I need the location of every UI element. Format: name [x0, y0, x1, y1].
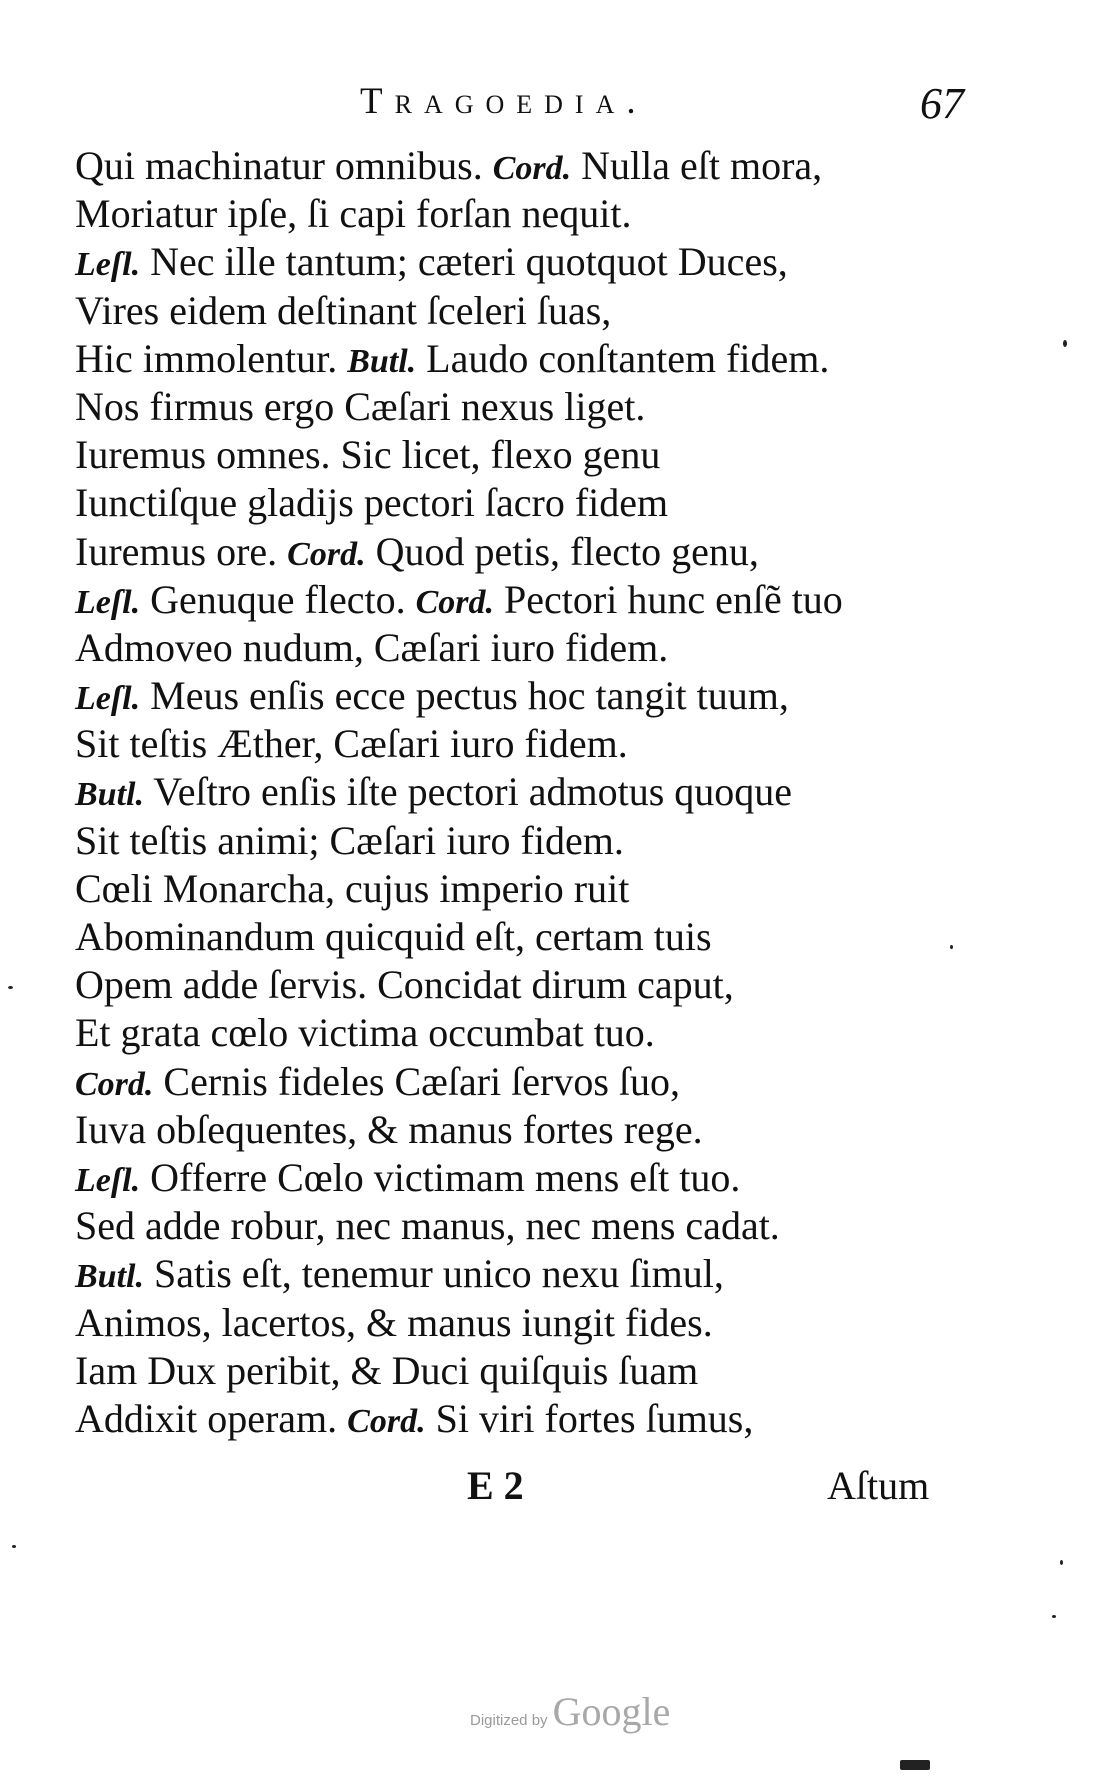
verse-text-segment: Abominandum quicquid eſt, certam tuis [75, 914, 712, 959]
scan-speck [1060, 1560, 1063, 1565]
verse-line [75, 431, 1035, 479]
speaker-label: Butl. [75, 776, 144, 814]
page-number: 67 [920, 79, 964, 128]
verse-line [75, 1154, 1035, 1202]
verse-text-segment: Et grata cœlo victima occumbat tuo. [75, 1010, 655, 1056]
verse-line [75, 528, 1035, 576]
verse-line [75, 238, 1035, 286]
speaker-label: Butl. [75, 1258, 144, 1296]
verse-text-segment: Cœli Monarcha, cujus imperio ruit [75, 865, 630, 911]
verse-line [75, 1202, 1035, 1250]
verse-text-segment: Sed adde robur, nec manus, nec mens cadat. [75, 1203, 780, 1249]
verse-line [75, 1058, 1035, 1106]
verse-text [75, 142, 1035, 1443]
verse-text-segment: Hic immolentur. [75, 335, 348, 381]
scan-speck [8, 986, 13, 989]
verse-line [75, 961, 1035, 1009]
signature-mark: E 2 [467, 1463, 524, 1508]
scan-speck [900, 1760, 930, 1770]
page-header [360, 70, 980, 130]
verse-line [75, 142, 1035, 190]
scan-speck [1063, 340, 1067, 347]
verse-text-segment: Sit teſtis animi; Cæſari iuro fidem. [75, 817, 624, 863]
verse-text-segment: Opem adde ſervis. Concidat dirum caput, [75, 962, 734, 1008]
verse-line [75, 768, 1035, 816]
verse-line [75, 1395, 1035, 1443]
scan-speck [12, 1545, 16, 1548]
speaker-label: Leſl. [75, 1161, 141, 1199]
running-title: Tragoedia. [360, 81, 648, 122]
verse-text-segment: Genuque flecto. [140, 576, 416, 622]
verse-text-segment: Meus enſis ecce pectus hoc tangit tuum, [140, 673, 789, 719]
verse-line [75, 479, 1035, 527]
verse-text-segment: Nec ille tantum; cæteri quotquot Duces, [140, 239, 788, 285]
verse-text-segment: Pectori hunc enſẽ tuo [494, 576, 843, 622]
verse-text-segment: Iam Dux peribit, & Duci quiſquis ſuam [75, 1347, 699, 1393]
verse-text-segment: Moriatur ipſe, ſi capi forſan nequit. [75, 191, 632, 237]
speaker-label: Cord. [415, 583, 495, 621]
verse-line [75, 624, 1035, 672]
verse-line [75, 1347, 1035, 1395]
verse-text-segment: Iuremus ore. [75, 528, 288, 574]
verse-line [75, 720, 1035, 768]
google-logo: Google [552, 1689, 671, 1734]
verse-text-segment: Quod petis, flecto genu, [365, 528, 759, 574]
verse-line [75, 190, 1035, 238]
verse-text-segment: Si viri fortes ſumus, [425, 1395, 754, 1441]
page-footer [75, 1462, 975, 1522]
verse-text-segment: Qui machinatur omnibus. [75, 143, 493, 188]
verse-text-segment: Satis eſt, tenemur unico nexu ſimul, [143, 1251, 724, 1297]
verse-text-segment: Iunctiſque gladijs pectori ſacro fidem [75, 480, 669, 526]
speaker-label: Leſl. [75, 583, 141, 621]
verse-text-segment: Vires eidem deſtinant ſceleri ſuas, [75, 287, 612, 333]
speaker-label: Cord. [287, 535, 366, 573]
verse-line [75, 383, 1035, 431]
verse-text-segment: Iuva obſequentes, & manus fortes rege. [75, 1106, 703, 1152]
speaker-label: Cord. [492, 150, 572, 187]
verse-line [75, 1299, 1035, 1347]
scan-speck [1052, 1615, 1056, 1618]
verse-text-segment: Veſtro enſis iſte pectori admotus quoque [143, 769, 793, 815]
verse-line [75, 335, 1035, 383]
verse-text-segment: Admoveo nudum, Cæſari iuro fidem. [75, 624, 669, 670]
verse-line [75, 817, 1035, 865]
verse-line [75, 287, 1035, 335]
verse-line [75, 576, 1035, 624]
verse-line [75, 1009, 1035, 1057]
digitized-watermark [470, 1688, 670, 1735]
verse-text-segment: Addixit operam. [75, 1395, 348, 1441]
speaker-label: Cord. [347, 1402, 426, 1440]
verse-text-segment: Cernis fideles Cæſari ſervos ſuo, [153, 1058, 681, 1104]
verse-line [75, 865, 1035, 913]
verse-line [75, 913, 1035, 961]
verse-text-segment: Offerre Cœlo victimam mens eſt tuo. [140, 1154, 741, 1200]
verse-line [75, 1250, 1035, 1298]
speaker-label: Leſl. [75, 246, 141, 284]
verse-text-segment: Nos firmus ergo Cæſari nexus liget. [75, 383, 646, 429]
speaker-label: Cord. [75, 1065, 154, 1103]
speaker-label: Butl. [347, 342, 417, 380]
speaker-label: Leſl. [75, 680, 141, 718]
verse-text-segment: Nulla eſt mora, [571, 143, 823, 188]
scan-speck [950, 945, 953, 949]
verse-text-segment: Iuremus omnes. Sic licet, flexo genu [75, 432, 661, 478]
verse-text-segment: Sit teſtis Æther, Cæſari iuro fidem. [75, 721, 628, 767]
verse-line [75, 1106, 1035, 1154]
watermark-prefix: Digitized by [470, 1712, 548, 1729]
verse-text-segment: Laudo conſtantem fidem. [416, 335, 830, 381]
verse-line [75, 672, 1035, 720]
catchword: Aſtum [827, 1463, 930, 1508]
verse-text-segment: Animos, lacertos, & manus iungit fides. [75, 1299, 713, 1345]
